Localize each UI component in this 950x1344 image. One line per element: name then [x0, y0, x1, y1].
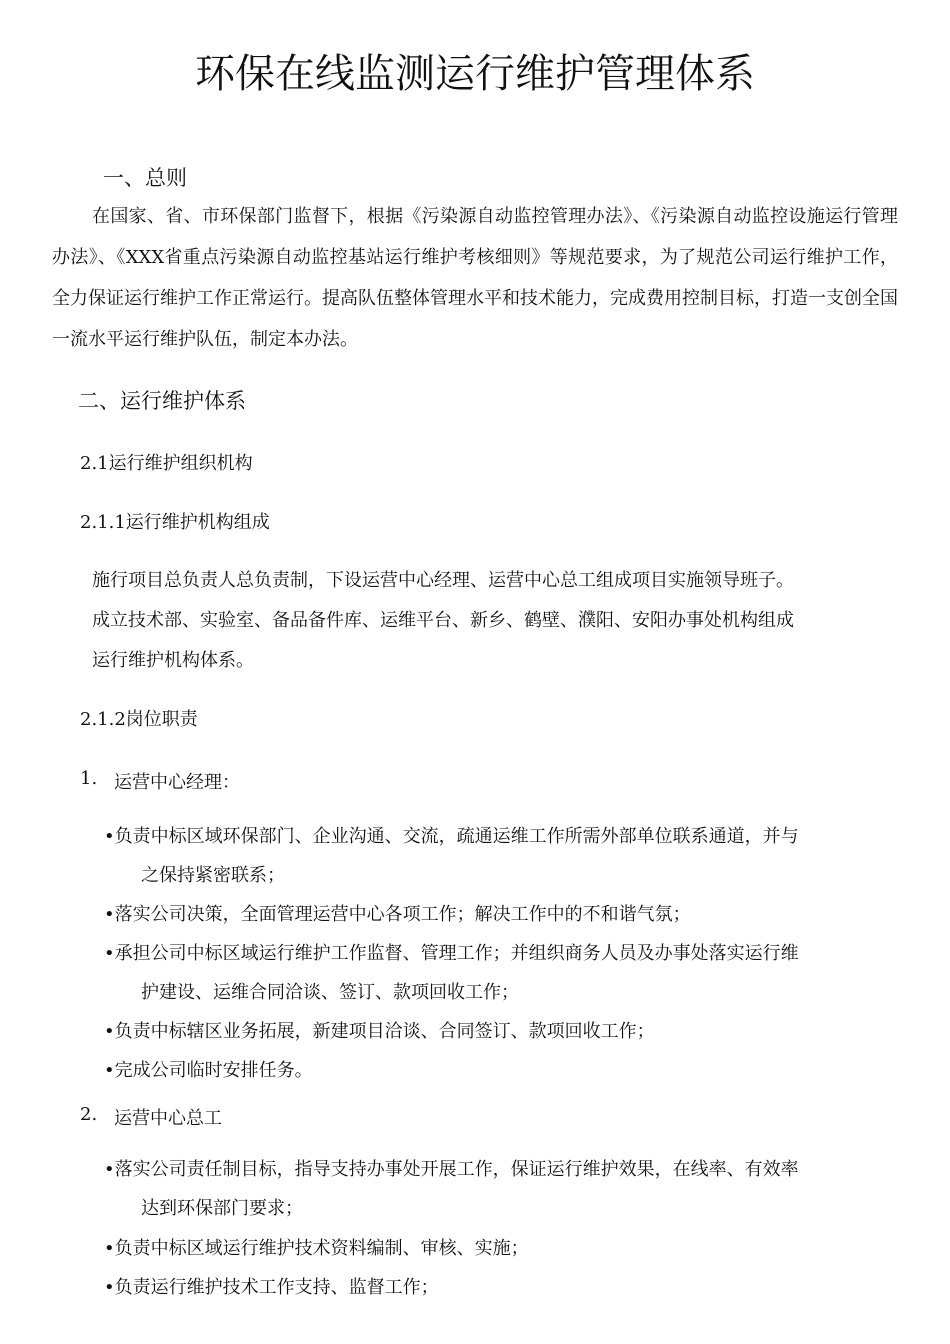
section-heading-system: 二、运行维护体系	[78, 389, 246, 413]
section-heading-general: 一、总则	[103, 166, 187, 190]
list-item	[104, 939, 799, 965]
list-item-text: 负责运行维护技术工作支持、监督工作；	[114, 1277, 439, 1298]
org-line: 成立技术部、实验室、备品备件库、运维平台、新乡、鹤壁、濮阳、安阳办事处机构组成	[92, 610, 794, 631]
page-title: 环保在线监测运行维护管理体系	[195, 51, 755, 97]
bullet-icon: •	[104, 826, 115, 847]
general-paragraph: 在国家、省、市环保部门监督下，根据《污染源自动监控管理办法》、《污染源自动监控设施运行管理办法》、《XXX省重点污染源自动监控基站运行维护考核细则》等规范要求，为了规范公司运行维护工作，全力保证运行维护工作正常运行。提高队伍整体管理水平和技术能力，完成费用控制目标，打造一支创全国一流水平运行维护队伍，制定本办法。	[52, 206, 898, 350]
subsection-heading-org-composition: 2.1.1运行维护机构组成	[80, 512, 270, 533]
role-number: 2.	[80, 1104, 98, 1125]
org-line: 运行维护机构体系。	[92, 650, 254, 671]
list-item-continuation: 达到环保部门要求；	[141, 1198, 303, 1219]
list-item	[104, 1273, 439, 1299]
list-item	[104, 822, 799, 848]
bullet-icon: •	[104, 1060, 115, 1081]
bullet-icon: •	[104, 1021, 115, 1042]
org-line: 施行项目总负责人总负责制，下设运营中心经理、运营中心总工组成项目实施领导班子。	[92, 570, 794, 591]
list-item-text: 完成公司临时安排任务。	[114, 1060, 313, 1081]
role-title-manager: 运营中心经理：	[114, 772, 240, 793]
subsection-heading-duties: 2.1.2岗位职责	[80, 709, 198, 730]
list-item-continuation: 护建设、运维合同洽谈、签订、款项回收工作；	[141, 982, 519, 1003]
role-title-chief-engineer: 运营中心总工	[114, 1108, 222, 1129]
list-item	[104, 1017, 655, 1043]
role-number: 1.	[80, 768, 98, 789]
bullet-icon: •	[104, 1159, 115, 1180]
bullet-icon: •	[104, 1277, 115, 1298]
list-item-text: 落实公司责任制目标，指导支持办事处开展工作，保证运行维护效果，在线率、有效率	[114, 1159, 799, 1180]
list-item-continuation: 之保持紧密联系；	[141, 865, 285, 886]
subsection-heading-org: 2.1运行维护组织机构	[80, 453, 253, 474]
list-item	[104, 1056, 313, 1082]
list-item	[104, 900, 691, 926]
list-item-text: 负责中标区域环保部门、企业沟通、交流，疏通运维工作所需外部单位联系通道，并与	[114, 826, 799, 847]
list-item-text: 承担公司中标区域运行维护工作监督、管理工作；并组织商务人员及办事处落实运行维	[114, 943, 799, 964]
list-item-text: 负责中标区域运行维护技术资料编制、审核、实施；	[114, 1238, 529, 1259]
bullet-icon: •	[104, 943, 115, 964]
list-item	[104, 1234, 529, 1260]
bullet-icon: •	[104, 904, 115, 925]
list-item-text: 负责中标辖区业务拓展，新建项目洽谈、合同签订、款项回收工作；	[114, 1021, 655, 1042]
list-item-text: 落实公司决策，全面管理运营中心各项工作；解决工作中的不和谐气氛；	[114, 904, 691, 925]
bullet-icon: •	[104, 1238, 115, 1259]
list-item	[104, 1155, 799, 1181]
